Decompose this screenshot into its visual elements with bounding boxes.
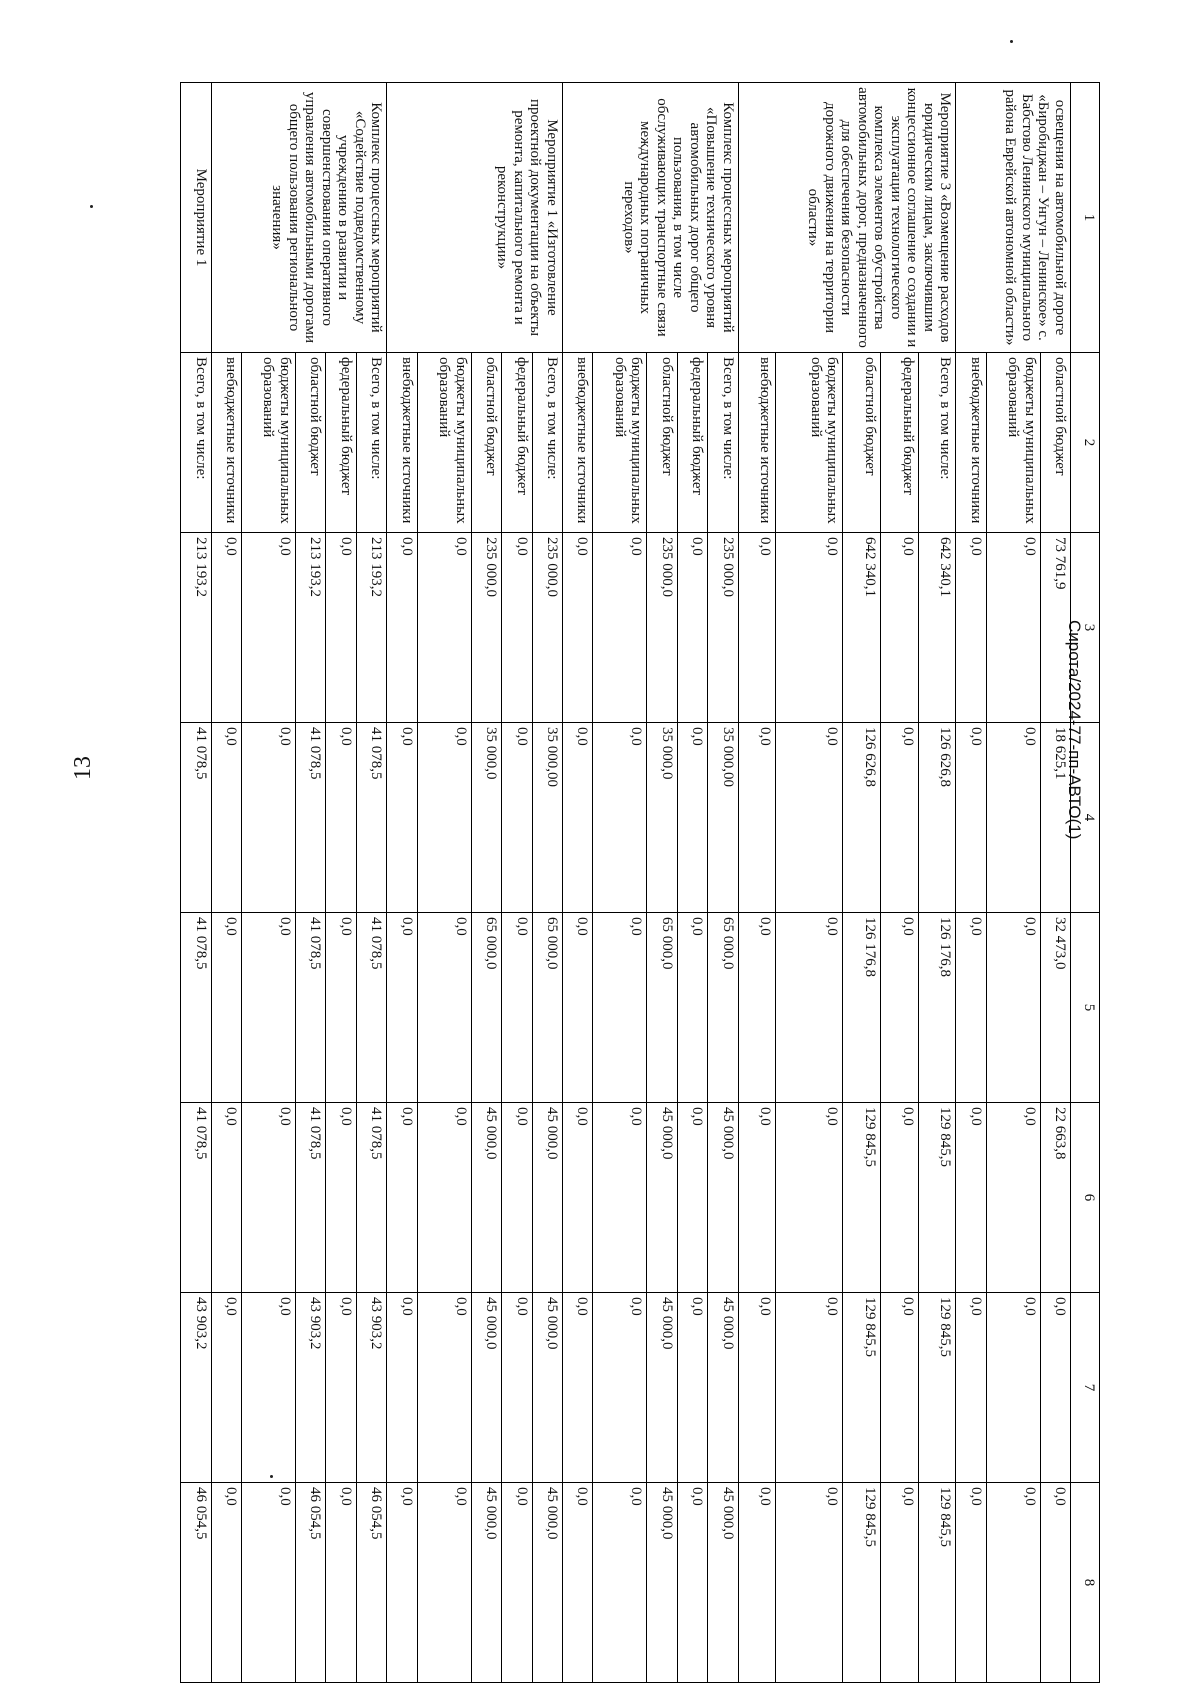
amount-cell: 0,0 — [387, 913, 417, 1103]
amount-cell: 0,0 — [776, 1103, 843, 1293]
amount-cell: 0,0 — [677, 1103, 707, 1293]
amount-cell: 0,0 — [986, 1483, 1040, 1683]
column-header: 5 — [1071, 913, 1100, 1103]
amount-cell: 0,0 — [880, 1483, 918, 1683]
scan-speck — [90, 205, 93, 208]
amount-cell: 0,0 — [956, 1103, 986, 1293]
amount-cell: 43 903,2 — [181, 1293, 212, 1483]
amount-cell: 0,0 — [1040, 1293, 1070, 1483]
amount-cell: 0,0 — [417, 1483, 471, 1683]
column-header: 3 — [1071, 533, 1100, 723]
funding-source-cell: внебюджетные источники — [563, 353, 593, 533]
amount-cell: 0,0 — [326, 1293, 356, 1483]
amount-cell: 0,0 — [738, 1103, 776, 1293]
amount-cell: 0,0 — [387, 1103, 417, 1293]
amount-cell: 0,0 — [677, 723, 707, 913]
amount-cell: 45 000,0 — [532, 1293, 562, 1483]
funding-source-cell: Всего, в том числе: — [708, 353, 738, 533]
amount-cell: 0,0 — [593, 1293, 647, 1483]
amount-cell: 45 000,0 — [532, 1483, 562, 1683]
amount-cell: 642 340,1 — [843, 533, 881, 723]
funding-source-cell: внебюджетные источники — [211, 353, 241, 533]
scan-speck — [1010, 40, 1013, 43]
funding-source-cell: областной бюджет — [843, 353, 881, 533]
table-row — [1040, 83, 1070, 1683]
amount-cell: 41 078,5 — [356, 913, 386, 1103]
amount-cell: 235 000,0 — [471, 533, 501, 723]
amount-cell: 46 054,5 — [181, 1483, 212, 1683]
amount-cell: 0,0 — [326, 913, 356, 1103]
amount-cell: 0,0 — [326, 533, 356, 723]
amount-cell: 0,0 — [956, 723, 986, 913]
column-header: 4 — [1071, 723, 1100, 913]
funding-source-cell: бюджеты муниципальных образований — [776, 353, 843, 533]
amount-cell: 0,0 — [738, 1483, 776, 1683]
funding-source-cell: областной бюджет — [647, 353, 677, 533]
amount-cell: 41 078,5 — [181, 723, 212, 913]
amount-cell: 0,0 — [417, 1103, 471, 1293]
document-code: Сирота/2024-77-пп-АВТО(1) — [1065, 620, 1084, 840]
amount-cell: 0,0 — [738, 723, 776, 913]
amount-cell: 0,0 — [242, 1483, 296, 1683]
funding-source-cell: федеральный бюджет — [677, 353, 707, 533]
table-body — [181, 83, 1071, 1683]
funding-source-cell: Всего, в том числе: — [918, 353, 956, 533]
column-header: 1 — [1071, 83, 1100, 353]
activity-name-cell: освещения на автомобильной дороге «Биробиджан – Унгун – Ленинское» с. Бабстово Ленинского муниципального района Еврейской автономной области» — [956, 83, 1071, 353]
funding-source-cell: внебюджетные источники — [956, 353, 986, 533]
amount-cell: 0,0 — [211, 723, 241, 913]
amount-cell: 0,0 — [563, 533, 593, 723]
amount-cell: 0,0 — [326, 723, 356, 913]
amount-cell: 45 000,0 — [708, 1293, 738, 1483]
activity-name-cell: Мероприятие 1 — [181, 83, 212, 353]
amount-cell: 0,0 — [677, 533, 707, 723]
column-header: 7 — [1071, 1293, 1100, 1483]
amount-cell: 0,0 — [677, 1483, 707, 1683]
amount-cell: 43 903,2 — [356, 1293, 386, 1483]
amount-cell: 213 193,2 — [181, 533, 212, 723]
amount-cell: 0,0 — [563, 1103, 593, 1293]
amount-cell: 45 000,0 — [471, 1293, 501, 1483]
amount-cell: 0,0 — [417, 533, 471, 723]
amount-cell: 0,0 — [417, 723, 471, 913]
amount-cell: 0,0 — [387, 1483, 417, 1683]
activity-name-cell: Мероприятие 1 «Изготовление проектной документации на объекты ремонта, капитального ремонта и реконструкции» — [387, 83, 563, 353]
amount-cell: 0,0 — [986, 913, 1040, 1103]
amount-cell: 0,0 — [880, 913, 918, 1103]
page-number: 13 — [70, 756, 96, 780]
amount-cell: 35 000,00 — [532, 723, 562, 913]
amount-cell: 0,0 — [211, 1483, 241, 1683]
rotated-table-wrapper — [180, 82, 1100, 1682]
amount-cell: 0,0 — [502, 913, 532, 1103]
amount-cell: 0,0 — [776, 533, 843, 723]
amount-cell: 18 625,1 — [1040, 723, 1070, 913]
amount-cell: 0,0 — [677, 913, 707, 1103]
amount-cell: 213 193,2 — [295, 533, 325, 723]
amount-cell: 35 000,0 — [647, 723, 677, 913]
amount-cell: 0,0 — [211, 1103, 241, 1293]
amount-cell: 22 663,8 — [1040, 1103, 1070, 1293]
amount-cell: 0,0 — [986, 723, 1040, 913]
amount-cell: 126 176,8 — [843, 913, 881, 1103]
amount-cell: 0,0 — [242, 1103, 296, 1293]
amount-cell: 235 000,0 — [708, 533, 738, 723]
amount-cell: 0,0 — [776, 1483, 843, 1683]
amount-cell: 0,0 — [738, 533, 776, 723]
amount-cell: 0,0 — [417, 913, 471, 1103]
amount-cell: 35 000,0 — [471, 723, 501, 913]
header-row — [1071, 83, 1100, 1683]
funding-source-cell: бюджеты муниципальных образований — [986, 353, 1040, 533]
amount-cell: 642 340,1 — [918, 533, 956, 723]
budget-table — [180, 82, 1100, 1683]
amount-cell: 0,0 — [986, 533, 1040, 723]
amount-cell: 126 626,8 — [843, 723, 881, 913]
amount-cell: 0,0 — [502, 1293, 532, 1483]
amount-cell: 0,0 — [880, 1293, 918, 1483]
amount-cell: 129 845,5 — [843, 1103, 881, 1293]
amount-cell: 0,0 — [986, 1103, 1040, 1293]
amount-cell: 129 845,5 — [918, 1103, 956, 1293]
amount-cell: 32 473,0 — [1040, 913, 1070, 1103]
funding-source-cell: федеральный бюджет — [880, 353, 918, 533]
amount-cell: 0,0 — [776, 913, 843, 1103]
amount-cell: 129 845,5 — [843, 1483, 881, 1683]
amount-cell: 65 000,0 — [471, 913, 501, 1103]
amount-cell: 45 000,0 — [471, 1103, 501, 1293]
amount-cell: 213 193,2 — [356, 533, 386, 723]
funding-source-cell: областной бюджет — [471, 353, 501, 533]
amount-cell: 65 000,0 — [532, 913, 562, 1103]
amount-cell: 0,0 — [593, 1103, 647, 1293]
activity-name-cell: Комплекс процессных мероприятий «Содействие подведомственному учреждению в развитии и совершенствовании оперативного управления автомобильными дорогами общего пользования регионального значения» — [211, 83, 387, 353]
amount-cell: 0,0 — [211, 533, 241, 723]
funding-source-cell: внебюджетные источники — [738, 353, 776, 533]
amount-cell: 0,0 — [211, 1293, 241, 1483]
amount-cell: 0,0 — [242, 533, 296, 723]
table-row — [181, 83, 212, 1683]
amount-cell: 0,0 — [387, 723, 417, 913]
amount-cell: 0,0 — [242, 913, 296, 1103]
amount-cell: 0,0 — [242, 723, 296, 913]
activity-name-cell: Мероприятие 3 «Возмещение расходов юридическим лицам, заключившим концессионное соглашение о создании и эксплуатации технологического комплекса элементов обустройства автомобильных дорог, предназначенного для обеспечения безопасности дорожного движения на территории области» — [738, 83, 956, 353]
funding-source-cell: Всего, в том числе: — [532, 353, 562, 533]
funding-source-cell: бюджеты муниципальных образований — [242, 353, 296, 533]
amount-cell: 0,0 — [502, 1103, 532, 1293]
funding-source-cell: Всего, в том числе: — [181, 353, 212, 533]
amount-cell: 126 176,8 — [918, 913, 956, 1103]
activity-name-cell: Комплекс процессных мероприятий «Повышение технического уровня автомобильных дорог общего пользования, в том числе обслуживающих транспортные связи международных пограничных переходов» — [563, 83, 739, 353]
table-row — [918, 83, 956, 1683]
amount-cell: 0,0 — [986, 1293, 1040, 1483]
funding-source-cell: федеральный бюджет — [326, 353, 356, 533]
amount-cell: 0,0 — [593, 723, 647, 913]
amount-cell: 41 078,5 — [181, 913, 212, 1103]
amount-cell: 45 000,0 — [647, 1293, 677, 1483]
funding-source-cell: федеральный бюджет — [502, 353, 532, 533]
table-row — [532, 83, 562, 1683]
amount-cell: 0,0 — [1040, 1483, 1070, 1683]
funding-source-cell: Всего, в том числе: — [356, 353, 386, 533]
amount-cell: 41 078,5 — [356, 723, 386, 913]
amount-cell: 0,0 — [326, 1483, 356, 1683]
funding-source-cell: бюджеты муниципальных образований — [593, 353, 647, 533]
amount-cell: 46 054,5 — [295, 1483, 325, 1683]
amount-cell: 65 000,0 — [708, 913, 738, 1103]
column-header: 8 — [1071, 1483, 1100, 1683]
amount-cell: 0,0 — [502, 533, 532, 723]
amount-cell: 43 903,2 — [295, 1293, 325, 1483]
amount-cell: 0,0 — [738, 1293, 776, 1483]
funding-source-cell: бюджеты муниципальных образований — [417, 353, 471, 533]
amount-cell: 129 845,5 — [843, 1293, 881, 1483]
amount-cell: 0,0 — [956, 1293, 986, 1483]
amount-cell: 0,0 — [776, 1293, 843, 1483]
amount-cell: 41 078,5 — [295, 913, 325, 1103]
amount-cell: 0,0 — [387, 1293, 417, 1483]
amount-cell: 126 626,8 — [918, 723, 956, 913]
amount-cell: 46 054,5 — [356, 1483, 386, 1683]
amount-cell: 0,0 — [326, 1103, 356, 1293]
amount-cell: 0,0 — [738, 913, 776, 1103]
funding-source-cell: внебюджетные источники — [387, 353, 417, 533]
amount-cell: 0,0 — [387, 533, 417, 723]
amount-cell: 0,0 — [880, 1103, 918, 1293]
amount-cell: 0,0 — [563, 1293, 593, 1483]
amount-cell: 0,0 — [502, 1483, 532, 1683]
amount-cell: 45 000,0 — [647, 1103, 677, 1293]
table-row — [708, 83, 738, 1683]
amount-cell: 45 000,0 — [708, 1103, 738, 1293]
amount-cell: 0,0 — [880, 723, 918, 913]
table-row — [356, 83, 386, 1683]
amount-cell: 41 078,5 — [356, 1103, 386, 1293]
amount-cell: 0,0 — [593, 913, 647, 1103]
amount-cell: 0,0 — [776, 723, 843, 913]
amount-cell: 41 078,5 — [295, 1103, 325, 1293]
amount-cell: 0,0 — [593, 533, 647, 723]
amount-cell: 0,0 — [956, 913, 986, 1103]
amount-cell: 0,0 — [956, 533, 986, 723]
amount-cell: 0,0 — [563, 1483, 593, 1683]
amount-cell: 0,0 — [956, 1483, 986, 1683]
amount-cell: 0,0 — [880, 533, 918, 723]
amount-cell: 129 845,5 — [918, 1293, 956, 1483]
amount-cell: 45 000,0 — [708, 1483, 738, 1683]
amount-cell: 129 845,5 — [918, 1483, 956, 1683]
amount-cell: 0,0 — [502, 723, 532, 913]
amount-cell: 0,0 — [417, 1293, 471, 1483]
amount-cell: 0,0 — [563, 913, 593, 1103]
amount-cell: 41 078,5 — [181, 1103, 212, 1293]
amount-cell: 45 000,0 — [532, 1103, 562, 1293]
amount-cell: 0,0 — [677, 1293, 707, 1483]
amount-cell: 35 000,00 — [708, 723, 738, 913]
column-header: 2 — [1071, 353, 1100, 533]
amount-cell: 0,0 — [563, 723, 593, 913]
amount-cell: 45 000,0 — [647, 1483, 677, 1683]
amount-cell: 73 761,9 — [1040, 533, 1070, 723]
column-header: 6 — [1071, 1103, 1100, 1293]
amount-cell: 235 000,0 — [647, 533, 677, 723]
funding-source-cell: областной бюджет — [295, 353, 325, 533]
funding-source-cell: областной бюджет — [1040, 353, 1070, 533]
amount-cell: 235 000,0 — [532, 533, 562, 723]
amount-cell: 65 000,0 — [647, 913, 677, 1103]
amount-cell: 0,0 — [242, 1293, 296, 1483]
amount-cell: 0,0 — [593, 1483, 647, 1683]
amount-cell: 0,0 — [211, 913, 241, 1103]
amount-cell: 41 078,5 — [295, 723, 325, 913]
amount-cell: 45 000,0 — [471, 1483, 501, 1683]
